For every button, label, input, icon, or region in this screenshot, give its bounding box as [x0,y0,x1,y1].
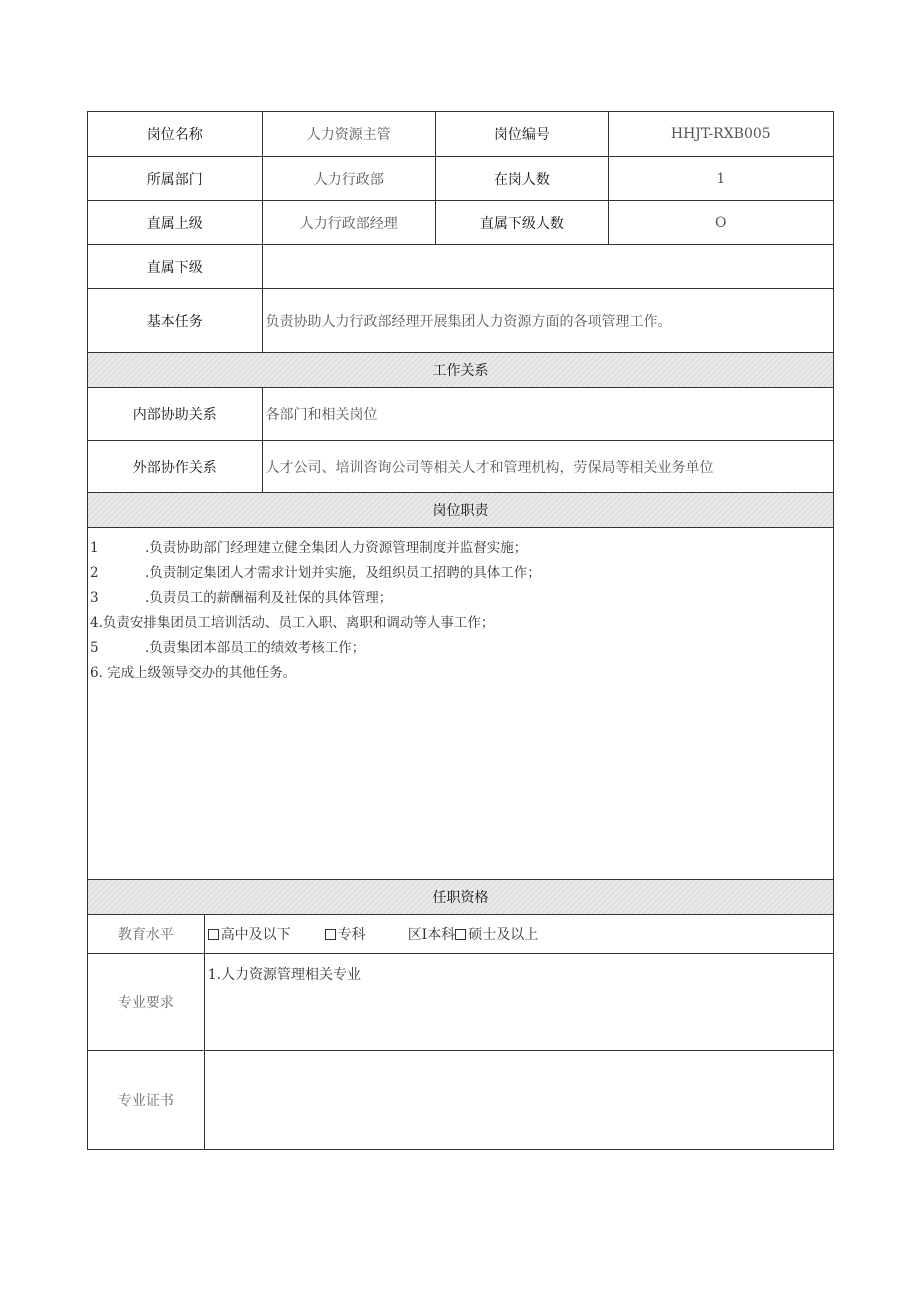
row-relations-header [87,352,834,387]
position-name-label: 岗位名称 [146,127,203,143]
row-education [87,914,834,953]
duty-text: . 完成上级领导交办的其他任务。 [98,665,297,681]
duty-item [88,611,833,636]
education-option[interactable] [455,924,538,944]
education-label: 教育水平 [117,927,174,943]
subordinate-count-value: O [608,201,833,244]
department-value: 人力行政部 [262,157,436,200]
education-option-label: 高中及以下 [220,927,291,943]
position-name-value: 人力资源主管 [262,112,436,156]
education-option[interactable] [208,924,291,944]
duties-section-title: 岗位职责 [88,493,833,527]
internal-relations-label: 内部协助关系 [132,407,217,423]
duty-item [88,586,833,611]
superior-label: 直属上级 [146,215,203,232]
duty-number: 2 [90,565,99,581]
job-description-table [87,111,834,1150]
checkbox-icon [325,929,336,940]
duty-item [88,536,833,561]
duty-item [88,561,833,586]
basic-task-label: 基本任务 [146,313,203,330]
major-label: 专业要求 [117,995,174,1011]
education-option-label: 专科 [337,927,366,943]
row-superior [87,200,834,244]
education-option[interactable] [325,924,366,944]
row-position-name [87,111,834,156]
row-external-relations [87,440,834,492]
duty-text: .负责安排集团员工培训活动、员工入职、离职和调动等人事工作； [98,615,495,631]
row-duties-list [87,527,834,879]
checkbox-icon [455,929,466,940]
row-subordinate [87,244,834,288]
duty-text: .负责制定集团人才需求计划并实施，及组织员工招聘的具体工作； [145,565,541,581]
subordinate-value [262,245,833,288]
duty-item [88,636,833,661]
duties-list [88,528,833,879]
qualifications-section-title: 任职资格 [88,880,833,914]
duty-number: 5 [90,640,99,656]
education-options [204,915,833,953]
education-option-label: 区I本科 [407,927,456,943]
duty-number: 1 [90,540,99,556]
headcount-value: 1 [608,157,833,200]
headcount-label: 在岗人数 [435,157,608,200]
duty-item [88,661,833,686]
relations-section-title: 工作关系 [88,353,833,387]
duty-number: 6 [90,665,99,681]
education-option-label: 硕士及以上 [468,927,539,943]
subordinate-count-label: 直属下级人数 [435,201,608,244]
duty-text: .负责员工的薪酬福利及社保的具体管理； [145,590,393,606]
basic-task-value: 负责协助人力行政部经理开展集团人力资源方面的各项管理工作。 [262,289,833,352]
checkbox-icon [208,929,219,940]
duty-text: .负责协助部门经理建立健全集团人力资源管理制度并监督实施； [145,540,528,556]
row-major [87,953,834,1050]
certificate-value [204,1051,833,1149]
external-relations-label: 外部协作关系 [132,459,217,476]
education-option-checked[interactable] [408,924,456,944]
row-duties-header [87,492,834,527]
internal-relations-value: 各部门和相关岗位 [262,388,833,440]
subordinate-label: 直属下级 [146,259,203,276]
certificate-label: 专业证书 [117,1093,174,1109]
row-basic-task [87,288,834,352]
department-label: 所属部门 [146,171,203,188]
row-internal-relations [87,387,834,440]
row-certificate [87,1050,834,1150]
duty-number: 4 [90,615,99,631]
position-code-label: 岗位编号 [435,112,608,156]
duty-text: .负责集团本部员工的绩效考核工作； [145,640,366,656]
row-qualifications-header [87,879,834,914]
superior-value: 人力行政部经理 [262,201,436,244]
major-value: 1.人力资源管理相关专业 [204,954,833,1050]
external-relations-value: 人才公司、培训咨询公司等相关人才和管理机构，劳保局等相关业务单位 [262,441,833,492]
position-code-value: HHJT-RXB005 [608,112,833,156]
row-department [87,156,834,200]
duty-number: 3 [90,590,99,606]
